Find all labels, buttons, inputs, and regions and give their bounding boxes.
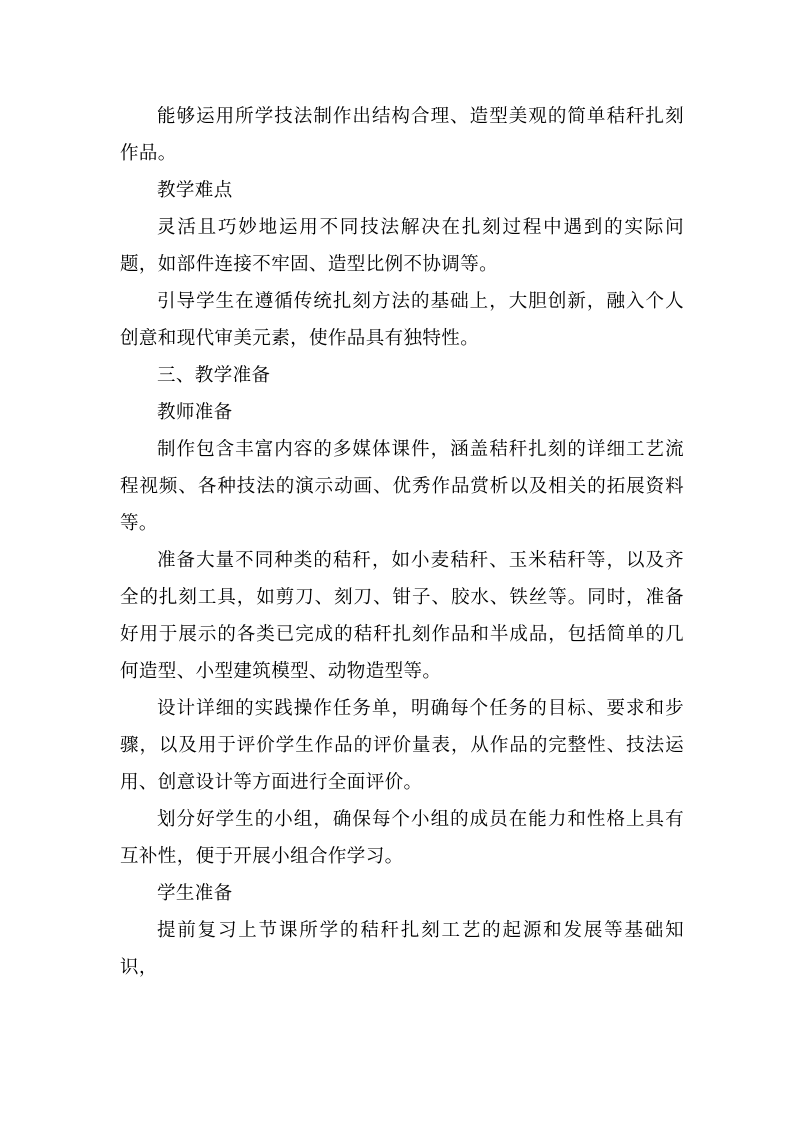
heading-student-preparation: 学生准备 — [157, 883, 233, 904]
paragraph-difficulty-1: 灵活且巧妙地运用不同技法解决在扎刻过程中遇到的实际问题，如部件连接不牢固、造型比例不协调等。 — [120, 217, 684, 275]
paragraph-teacher-prep-2: 准备大量不同种类的秸秆，如小麦秸秆、玉米秸秆等，以及齐全的扎刻工具，如剪刀、刻刀、钳子、胶水、铁丝等。同时，准备好用于展示的各类已完成的秸秆扎刻作品和半成品，包括简单的几何造型、小型建筑模型、动物造型等。 — [120, 550, 684, 682]
paragraph-teacher-prep-1: 制作包含丰富内容的多媒体课件，涵盖秸秆扎刻的详细工艺流程视频、各种技法的演示动画、优秀作品赏析以及相关的拓展资料等。 — [120, 439, 684, 534]
heading-teaching-difficulties: 教学难点 — [157, 180, 233, 201]
paragraph-teacher-prep-3: 设计详细的实践操作任务单，明确每个任务的目标、要求和步骤，以及用于评价学生作品的评价量表，从作品的完整性、技法运用、创意设计等方面进行全面评价。 — [120, 698, 684, 793]
heading-teaching-preparation: 三、教学准备 — [157, 365, 271, 386]
paragraph-difficulty-2: 引导学生在遵循传统扎刻方法的基础上，大胆创新，融入个人创意和现代审美元素，使作品具有独特性。 — [120, 291, 684, 349]
paragraph-teacher-prep-4: 划分好学生的小组，确保每个小组的成员在能力和性格上具有互补性，便于开展小组合作学习。 — [120, 809, 684, 867]
paragraph-goal-text: 能够运用所学技法制作出结构合理、造型美观的简单秸秆扎刻作品。 — [120, 106, 684, 164]
heading-teacher-preparation: 教师准备 — [157, 402, 233, 423]
paragraph-student-prep-1: 提前复习上节课所学的秸秆扎刻工艺的起源和发展等基础知识， — [120, 920, 684, 978]
document-body — [120, 98, 684, 986]
